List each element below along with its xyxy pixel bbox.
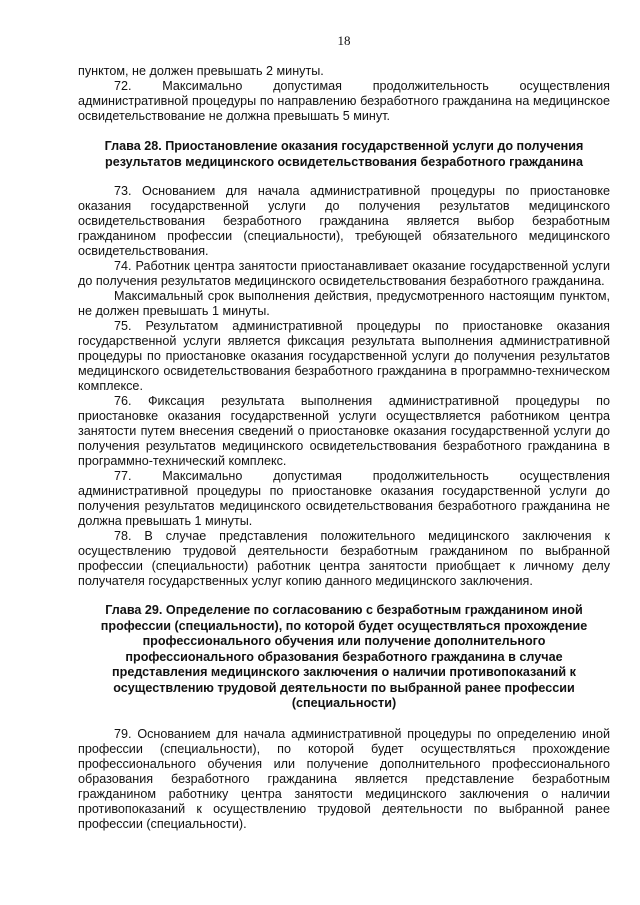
paragraph-71-end: пунктом, не должен превышать 2 минуты. [78, 64, 324, 78]
paragraph-75: 75. Результатом административной процедуры по приостановке оказания государственной услуги является фиксация результата выполнения административной процедуры по приостановке оказания государственной услуги до получения результатов медицинского освидетельствования безработного гражданина в программно-техническом комплексе. [78, 319, 610, 393]
paragraph-74: 74. Работник центра занятости приостанавливает оказание государственной услуги до получения результатов медицинского освидетельствования безработного гражданина. [78, 259, 610, 288]
document-body [78, 64, 610, 832]
paragraph-79: 79. Основанием для начала административной процедуры по определению иной профессии (специальности), по которой будет осуществляться прохождение профессионального обучения или получение дополнительного профессионального образования безработного гражданина является представление безработным гражданином работнику центра занятости медицинского заключения о наличии противопоказаний к осуществлению трудовой деятельности по выбранной ранее профессии (специальности). [78, 726, 610, 831]
paragraph-74-time-limit: Максимальный срок выполнения действия, предусмотренного настоящим пунктом, не должен превышать 1 минуты. [78, 289, 610, 318]
chapter-28-heading: Глава 28. Приостановление оказания государственной услуги до получения результатов медицинского освидетельствования безработного гражданина [104, 139, 584, 169]
paragraph-72: 72. Максимально допустимая продолжительность осуществления административной процедуры по направлению безработного гражданина на медицинское освидетельствование не должна превышать 5 минут. [78, 79, 610, 123]
paragraph-73: 73. Основанием для начала административной процедуры по приостановке оказания государственной услуги до получения результатов медицинского освидетельствования безработного гражданина является выбор безработным гражданином профессии (специальности), требующей обязательного медицинского освидетельствования. [78, 184, 610, 258]
paragraph-78: 78. В случае представления положительного медицинского заключения к осуществлению трудовой деятельности безработным гражданином по выбранной профессии (специальности) работник центра занятости приобщает к личному делу получателя государственных услуг копию данного медицинского заключения. [78, 529, 610, 588]
chapter-29-heading: Глава 29. Определение по согласованию с безработным гражданином иной профессии (специальности), по которой будет осуществляться прохождение профессионального обучения или получение дополнительного профессионального образования безработного гражданина в случае представления медицинского заключения о наличии противопоказаний к осуществлению трудовой деятельности по выбранной ранее профессии (специальности) [100, 603, 588, 710]
paragraph-76: 76. Фиксация результата выполнения административной процедуры по приостановке оказания государственной услуги осуществляется работником центра занятости путем внесения сведений о приостановке оказания государственной услуги до получения результатов медицинского освидетельствования безработного гражданина в программно-технический комплекс. [78, 394, 610, 468]
paragraph-77: 77. Максимально допустимая продолжительность осуществления административной процедуры по приостановке оказания государственной услуги до получения результатов медицинского освидетельствования безработного гражданина не должна превышать 1 минуты. [78, 469, 610, 528]
page-number: 18 [337, 33, 351, 48]
